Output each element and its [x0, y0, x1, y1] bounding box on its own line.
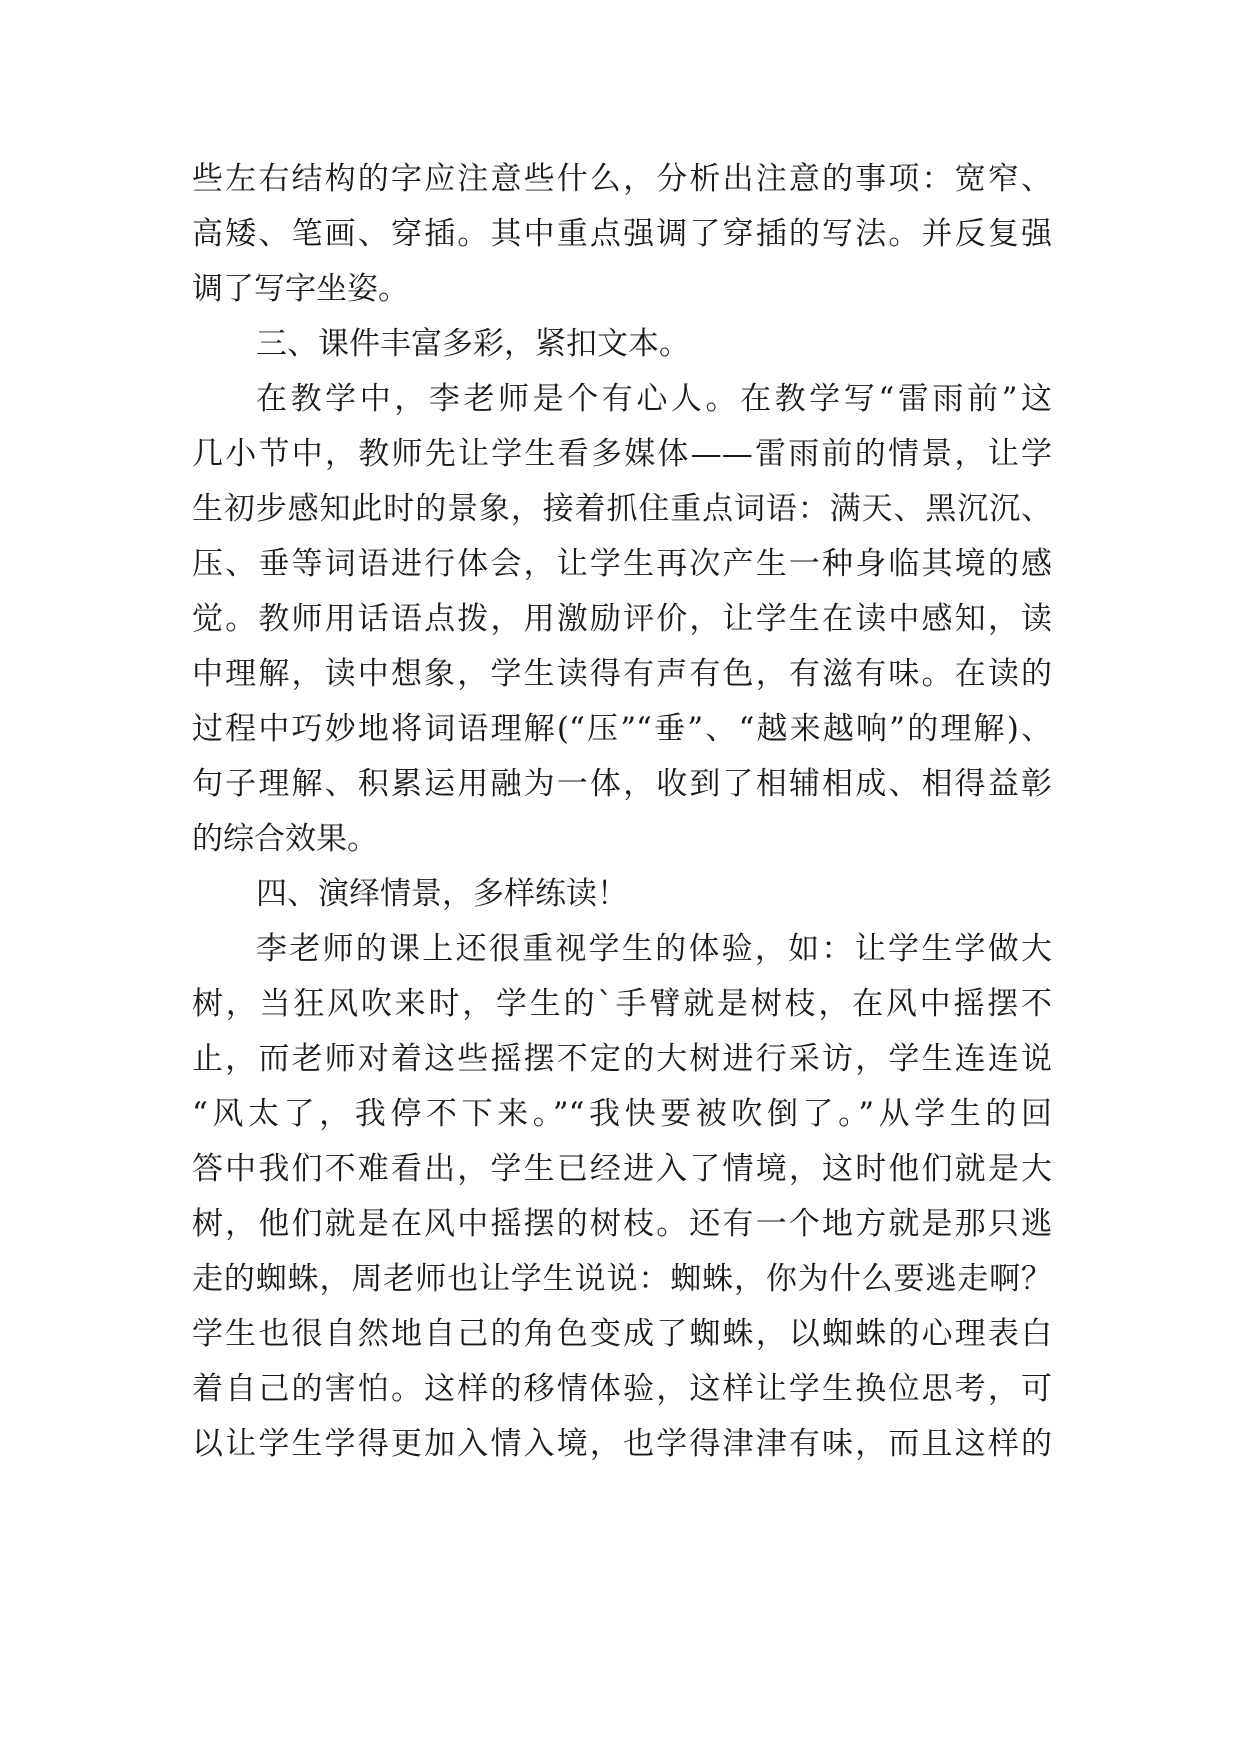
- section-heading: 四、演绎情景，多样练读！: [256, 876, 628, 912]
- text-line: 答中我们不难看出，学生已经进入了情境，这时他们就是大: [192, 1151, 1052, 1187]
- text-line: 着自己的害怕。这样的移情体验，这样让学生换位思考，可: [192, 1371, 1052, 1407]
- text-line: 几小节中，教师先让学生看多媒体——雷雨前的情景，让学: [192, 436, 1052, 472]
- text-line: 走的蜘蛛，周老师也让学生说说：蜘蛛，你为什么要逃走啊？: [192, 1261, 1052, 1297]
- text-line: 学生也很自然地自己的角色变成了蜘蛛，以蜘蛛的心理表白: [192, 1316, 1052, 1352]
- section-heading: 三、课件丰富多彩，紧扣文本。: [256, 326, 690, 362]
- text-line: “风太了，我停不下来。”“我快要被吹倒了。”从学生的回: [192, 1096, 1052, 1132]
- text-line: 调了写字坐姿。: [192, 271, 409, 307]
- text-line: 的综合效果。: [192, 821, 378, 857]
- text-line: 以让学生学得更加入情入境，也学得津津有味，而且这样的: [192, 1426, 1052, 1462]
- text-line: 些左右结构的字应注意些什么，分析出注意的事项：宽窄、: [192, 161, 1052, 197]
- text-line: 树，当狂风吹来时，学生的`手臂就是树枝，在风中摇摆不: [192, 986, 1052, 1022]
- text-line: 止，而老师对着这些摇摆不定的大树进行采访，学生连连说: [192, 1041, 1052, 1077]
- text-line: 中理解，读中想象，学生读得有声有色，有滋有味。在读的: [192, 656, 1052, 692]
- text-line: 在教学中，李老师是个有心人。在教学写“雷雨前”这: [256, 381, 1052, 417]
- document-body: [192, 152, 1052, 1472]
- text-line: 生初步感知此时的景象，接着抓住重点词语：满天、黑沉沉、: [192, 491, 1052, 527]
- text-line: 李老师的课上还很重视学生的体验，如：让学生学做大: [256, 931, 1052, 967]
- text-line: 句子理解、积累运用融为一体，收到了相辅相成、相得益彰: [192, 766, 1052, 802]
- text-line: 高矮、笔画、穿插。其中重点强调了穿插的写法。并反复强: [192, 216, 1052, 252]
- text-line: 树，他们就是在风中摇摆的树枝。还有一个地方就是那只逃: [192, 1206, 1052, 1242]
- text-line: 压、垂等词语进行体会，让学生再次产生一种身临其境的感: [192, 546, 1052, 582]
- text-line: 过程中巧妙地将词语理解(“压”“垂”、“越来越响”的理解)、: [192, 711, 1052, 747]
- text-line: 觉。教师用话语点拨，用激励评价，让学生在读中感知，读: [192, 601, 1052, 637]
